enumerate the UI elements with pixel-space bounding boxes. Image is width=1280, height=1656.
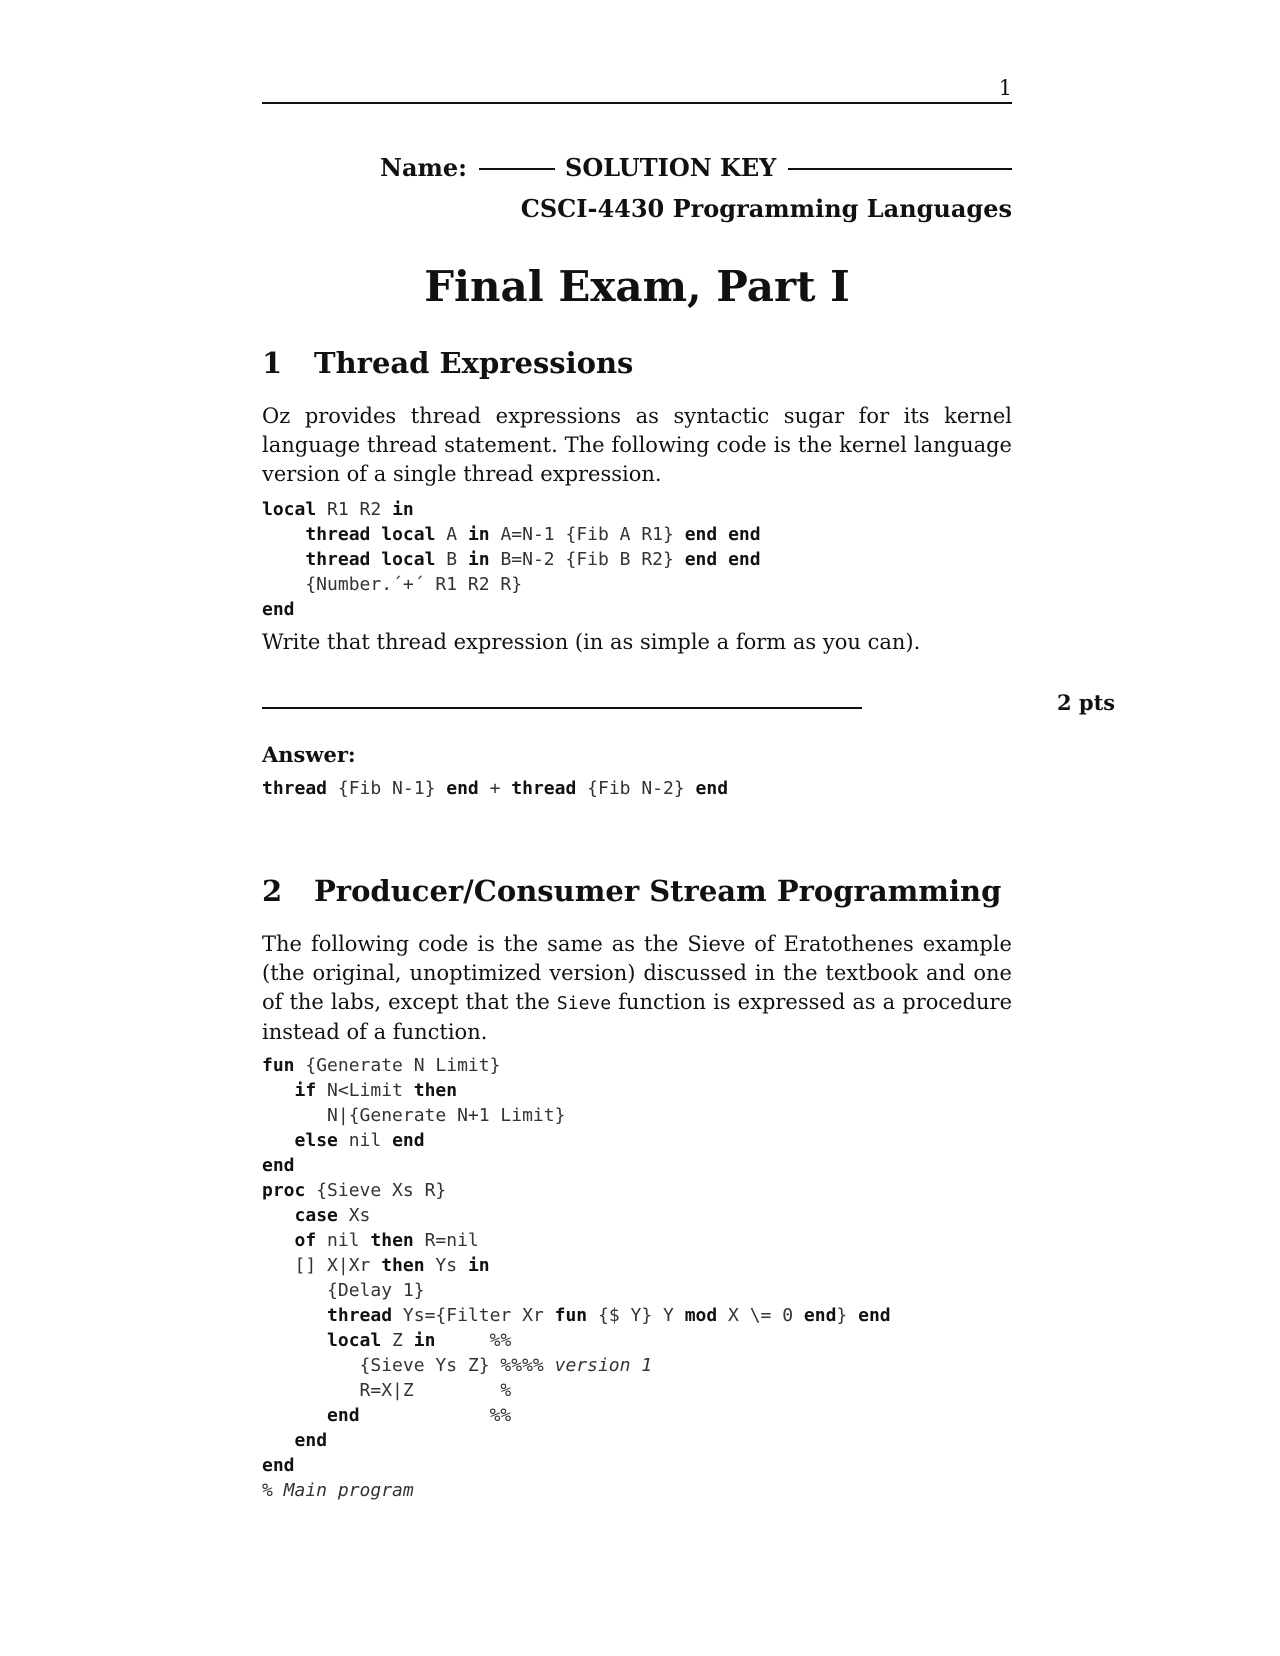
answer-label: Answer: [262, 742, 356, 767]
section-2-intro-after: function is expressed as a procedure instead of a function. [262, 990, 1012, 1044]
section-2-code: fun {Generate N Limit} if N<Limit then N|{Generate N+1 Limit} else nil end end proc {Sieve Xs R} case Xs of nil then R=nil [] X|Xr then Ys in {Delay 1} thread Ys={Filter Xr fun {$ Y} Y mod X \= 0 end} end local Z in %% {Sieve Ys Z} %%%% version 1 R=X|Z % end %% end end % Main program [262, 1055, 891, 1501]
name-value: SOLUTION KEY [565, 153, 777, 182]
section-1-intro: Oz provides thread expressions as syntactic sugar for its kernel language thread statement. The following code is the kernel language version of a single thread expression. [262, 404, 1012, 486]
name-label: Name: [380, 153, 468, 182]
course-title: CSCI-4430 Programming Languages [520, 194, 1012, 223]
section-2-intro [262, 930, 1012, 1047]
exam-title: Final Exam, Part I [424, 262, 850, 311]
section-1-heading [262, 346, 633, 380]
name-blank-right [788, 168, 1012, 170]
section-2-number: 2 [262, 874, 283, 908]
section-1-number: 1 [262, 346, 283, 380]
section-2-heading [262, 874, 1001, 908]
answer-rule [262, 707, 862, 709]
page-number: 1 [998, 76, 1012, 100]
header-rule [262, 102, 1012, 104]
answer-code: thread {Fib N-1} end + thread {Fib N-2} end [262, 778, 729, 799]
code-line: R1 R2 [327, 499, 382, 520]
section-2-intro-before: The following code is the same as the Sieve of Eratothenes example (the original, unoptimized version) discussed in the textbook and one of the labs, except that the [262, 932, 1012, 1014]
name-blank-left [479, 168, 555, 170]
section-1-code: local R1 R2 in thread local A in A=N-1 {Fib A R1} end end thread local B in B=N-2 {Fib B R2} end end {Number.´+´ R1 R2 R} end [262, 499, 761, 620]
section-2-title: Producer/Consumer Stream Programming [314, 874, 1002, 908]
section-1-title: Thread Expressions [314, 346, 634, 380]
section-2-intro-code: Sieve [556, 993, 612, 1014]
section-1-question: Write that thread expression (in as simple a form as you can). [262, 630, 921, 654]
name-line [380, 153, 1012, 182]
points-badge: 2 pts [1057, 690, 1116, 715]
